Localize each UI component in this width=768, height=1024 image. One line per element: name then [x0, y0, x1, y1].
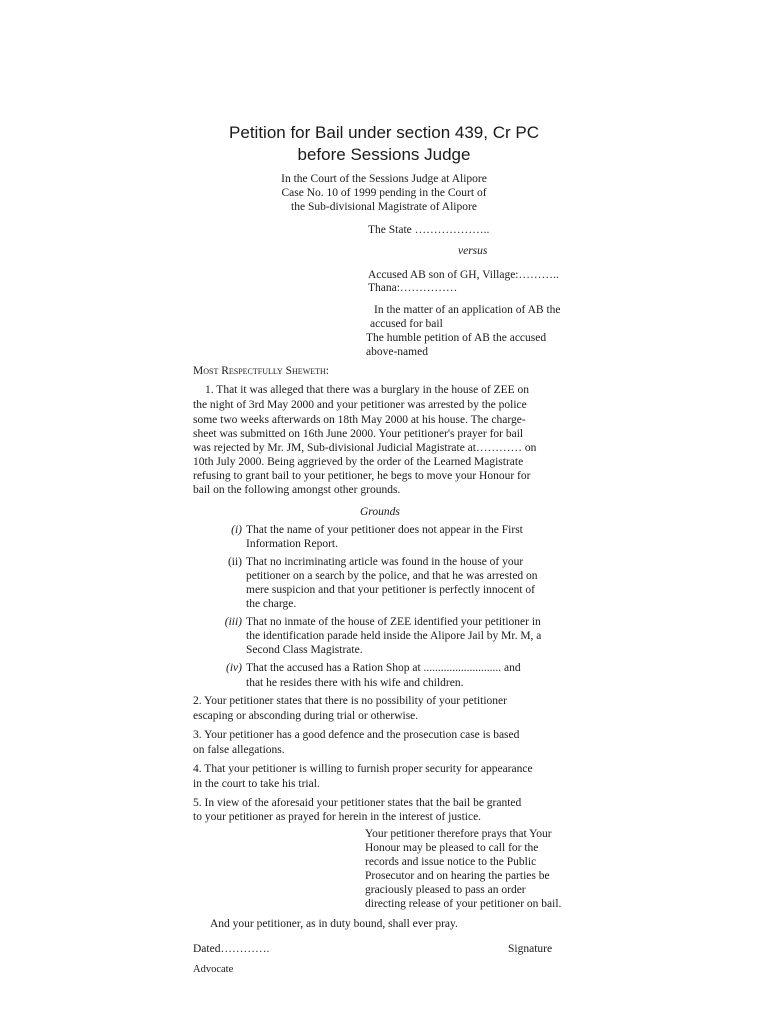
ground-line: petitioner on a search by the police, and that he was arrested on: [246, 570, 538, 582]
signature-label: Signature: [508, 943, 553, 955]
paragraph-4-line-1: 4. That your petitioner is willing to furnish proper security for appearance: [193, 763, 533, 775]
ground-line: That the accused has a Ration Shop at ........................... and: [246, 662, 521, 674]
sheweth-heading: Most Respectfully Sheweth:: [193, 365, 329, 377]
ground-line: mere suspicion and that your petitioner is perfectly innocent of: [246, 584, 536, 596]
court-line-1: In the Court of the Sessions Judge at Alipore: [281, 173, 487, 185]
matter-line-2: accused for bail: [370, 318, 443, 330]
ground-line: Second Class Magistrate.: [246, 644, 363, 656]
accused-line-2: Thana:……………: [368, 282, 458, 294]
paragraph-line: the night of 3rd May 2000 and your petitioner was arrested by the police: [193, 399, 527, 411]
paragraph-line: some two weeks afterwards on 18th May 2000 at his house. The charge-: [193, 414, 526, 426]
dated-field: Dated………….: [193, 943, 270, 955]
humble-petition-line-1: The humble petition of AB the accused: [366, 332, 547, 344]
ground-number: (iii): [224, 616, 242, 628]
paragraph-5-line-1: 5. In view of the aforesaid your petitioner states that the bail be granted: [193, 797, 522, 809]
prayer-line: records and issue notice to the Public: [365, 856, 537, 868]
court-line-2: Case No. 10 of 1999 pending in the Court of: [281, 187, 487, 199]
versus: versus: [458, 245, 488, 257]
prayer-line: Honour may be pleased to call for the: [365, 842, 539, 854]
prayer-line: graciously pleased to pass an order: [365, 884, 526, 896]
ground-number: (iv): [226, 662, 242, 674]
prayer-line: Your petitioner therefore prays that Your: [365, 828, 552, 840]
prayer-line: Prosecutor and on hearing the parties be: [365, 870, 550, 882]
prayer-line: directing release of your petitioner on bail.: [365, 898, 562, 910]
advocate-label: Advocate: [193, 964, 234, 975]
accused-line-1: Accused AB son of GH, Village:………..: [368, 269, 559, 281]
paragraph-4-line-2: in the court to take his trial.: [193, 778, 320, 790]
paragraph-5-line-2: to your petitioner as prayed for herein in the interest of justice.: [193, 811, 482, 823]
ground-line: the identification parade held inside the Alipore Jail by Mr. M, a: [246, 630, 542, 642]
matter-line-1: In the matter of an application of AB the: [374, 304, 561, 316]
ground-line: the charge.: [246, 598, 297, 610]
paragraph-2-line-1: 2. Your petitioner states that there is no possibility of your petitioner: [193, 695, 507, 707]
ground-line: Information Report.: [246, 538, 338, 550]
paragraph-3-line-1: 3. Your petitioner has a good defence and the prosecution case is based: [193, 729, 520, 741]
court-line-3: the Sub-divisional Magistrate of Alipore: [291, 201, 477, 213]
paragraph-3-line-2: on false allegations.: [193, 744, 285, 756]
paragraph-line: bail on the following amongst other grounds.: [193, 484, 401, 496]
ground-line: that he resides there with his wife and children.: [246, 677, 464, 689]
humble-petition-line-2: above-named: [366, 346, 428, 358]
grounds-heading: Grounds: [360, 506, 400, 518]
ground-number: (ii): [227, 556, 242, 568]
paragraph-line: 10th July 2000. Being aggrieved by the order of the Learned Magistrate: [193, 456, 524, 468]
paragraph-line: 1. That it was alleged that there was a burglary in the house of ZEE on: [205, 384, 530, 396]
paragraph-line: was rejected by Mr. JM, Sub-divisional Judicial Magistrate at………… on: [193, 442, 537, 454]
paragraph-line: sheet was submitted on 16th June 2000. Your petitioner's prayer for bail: [193, 428, 524, 440]
ground-line: That the name of your petitioner does not appear in the First: [246, 524, 523, 536]
document-title-line-2: before Sessions Judge: [297, 145, 471, 164]
paragraph-line: refusing to grant bail to your petitioner, he begs to move your Honour for: [193, 470, 531, 482]
document-title-line-1: Petition for Bail under section 439, Cr PC: [229, 123, 539, 142]
paragraph-2-line-2: escaping or absconding during trial or otherwise.: [193, 710, 419, 722]
the-state: The State ………………..: [368, 224, 490, 236]
duty-bound-line: And your petitioner, as in duty bound, shall ever pray.: [210, 918, 458, 930]
ground-number: (i): [231, 524, 242, 536]
ground-line: That no incriminating article was found in the house of your: [246, 556, 524, 568]
ground-line: That no inmate of the house of ZEE identified your petitioner in: [246, 616, 541, 628]
